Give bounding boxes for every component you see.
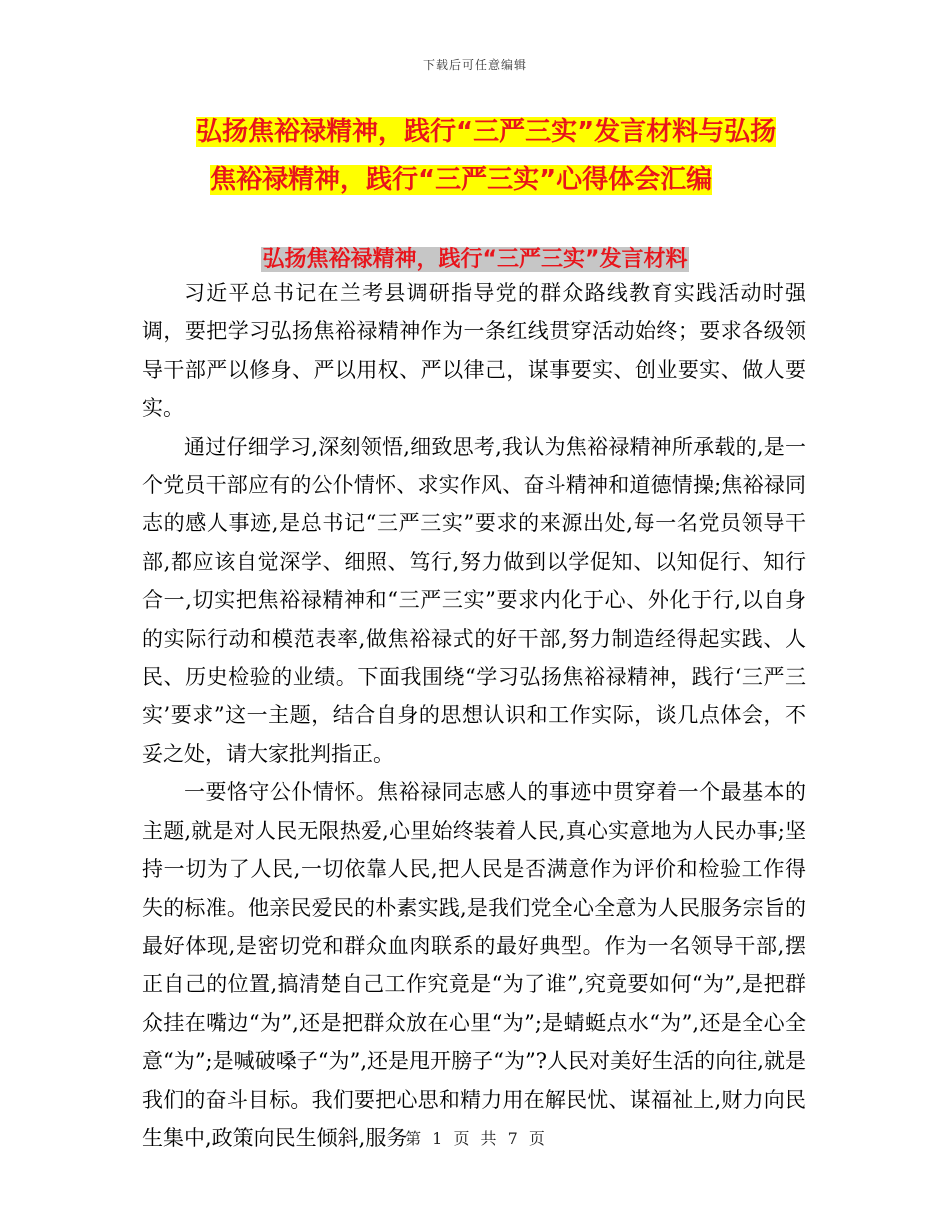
paragraph: 通过仔细学习,深刻领悟,细致思考,我认为焦裕禄精神所承载的,是一个党员干部应有的公仆情怀、求实作风、奋斗精神和道德情操;焦裕禄同志的感人事迹,是总书记“三严三实”要求的来源出处,每一名党员领导干部,都应该自觉深学、细照、笃行,努力做到以学促知、以知促行、知行合一,切实把焦裕禄精神和“三严三实”要求内化于心、外化于行,以自身的实际行动和模范表率,做焦裕禄式的好干部,努力制造经得起实践、人民、历史检验的业绩。下面我围绕“学习弘扬焦裕禄精神，践行‘三严三实’要求”这一主题，结合自身的思想认识和工作实际，谈几点体会，不妥之处，请大家批判指正。 — [142, 434, 806, 766]
document-title — [160, 108, 810, 204]
header-note: 下载后可任意编辑 — [422, 58, 527, 72]
title-line-2-text: 焦裕禄精神，践行“三严三实”心得体会汇编 — [210, 165, 713, 195]
body-text — [142, 274, 806, 1157]
title-line-1 — [160, 108, 810, 156]
paragraph: 习近平总书记在兰考县调研指导党的群众路线教育实践活动时强调，要把学习弘扬焦裕禄精神作为一条红线贯穿活动始终；要求各级领导干部严以修身、严以用权、严以律己，谋事要实、创业要实、做人要实。 — [142, 281, 806, 421]
paragraph: 一要恪守公仆情怀。焦裕禄同志感人的事迹中贯穿着一个最基本的主题,就是对人民无限热爱,心里始终装着人民,真心实意地为人民办事;坚持一切为了人民,一切依靠人民,把人民是否满意作为评价和检验工作得失的标准。他亲民爱民的朴素实践,是我们党全心全意为人民服务宗旨的最好体现,是密切党和群众血肉联系的最好典型。作为一名领导干部,摆正自己的位置,搞清楚自己工作究竟是“为了谁”,究竟要如何“为”,是把群众挂在嘴边“为”,还是把群众放在心里“为”;是蜻蜓点水“为”,还是全心全意“为”;是喊破嗓子“为”,还是甩开膀子“为”?人民对美好生活的向往,就是我们的奋斗目标。我们要把心思和精力用在解民忧、谋福祉上,财力向民生集中,政策向民生倾斜,服务 — [142, 780, 806, 1150]
section-title-text: 弘扬焦裕禄精神，践行“三严三实”发言材料 — [262, 247, 688, 272]
title-line-2 — [160, 156, 810, 204]
section-title — [0, 245, 950, 275]
title-line-1-text: 弘扬焦裕禄精神，践行“三严三实”发言材料与弘扬 — [196, 117, 777, 147]
page-footer: 第 1 页 共 7 页 — [405, 1129, 545, 1148]
